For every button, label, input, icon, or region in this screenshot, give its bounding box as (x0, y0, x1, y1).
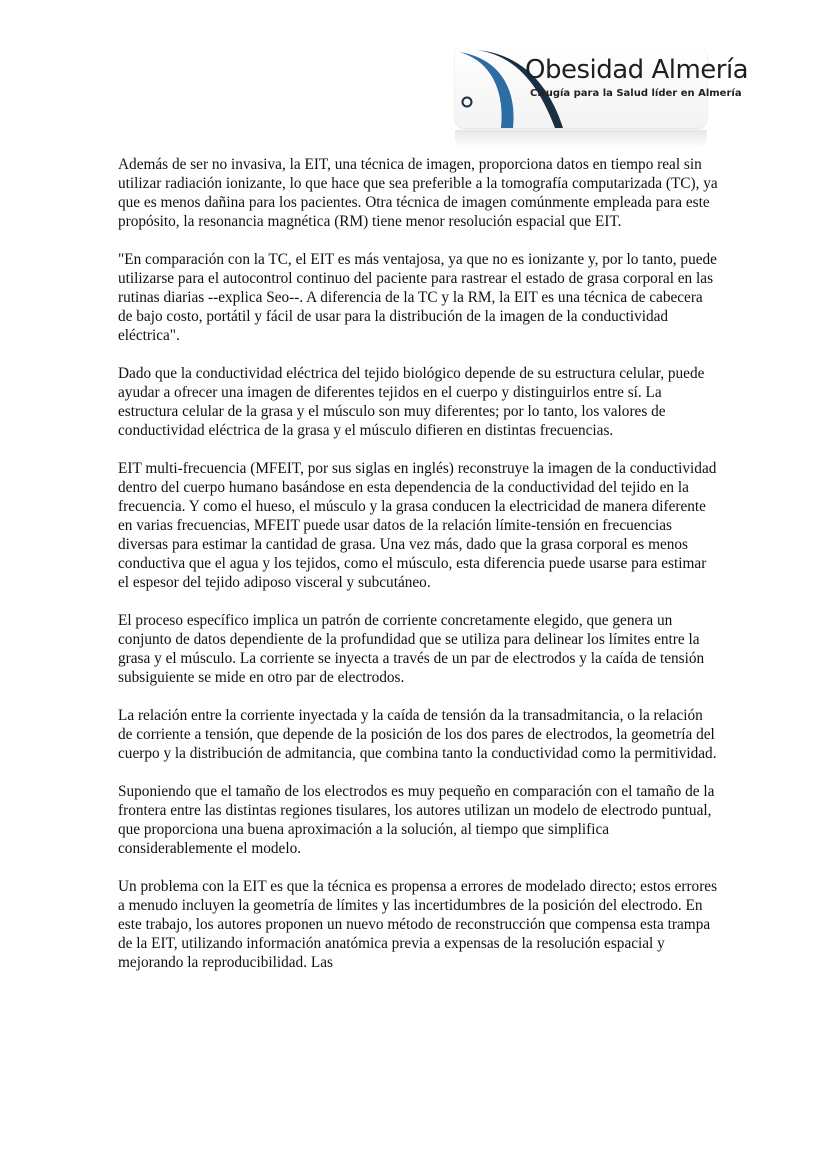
article-body (118, 155, 718, 991)
paragraph: La relación entre la corriente inyectada y la caída de tensión da la transadmitancia, o la relación de corriente a tensión, que depende de la posición de los dos pares de electrodos, la geometría del cuerpo y la distribución de admitancia, que combina tanto la conductividad como la permitividad. (118, 707, 717, 762)
paragraph: Dado que la conductividad eléctrica del tejido biológico depende de su estructura celular, puede ayudar a ofrecer una imagen de diferentes tejidos en el cuerpo y distinguirlos entre sí. La estructura celular de la grasa y el músculo son muy diferentes; por lo tanto, los valores de conductividad eléctrica de la grasa y el músculo difieren en distintas frecuencias. (118, 365, 705, 439)
logo-reflection (455, 130, 707, 148)
paragraph: Un problema con la EIT es que la técnica es propensa a errores de modelado directo; estos errores a menudo incluyen la geometría de límites y las incertidumbres de la posición del electrodo. En este trabajo, los autores proponen un nuevo método de reconstrucción que compensa esta trampa de la EIT, utilizando información anatómica previa a expensas de la resolución espacial y mejorando la reproducibilidad. Las (118, 878, 718, 971)
logo-title: Obesidad Almería (525, 55, 749, 85)
paragraph: "En comparación con la TC, el EIT es más ventajosa, ya que no es ionizante y, por lo tanto, puede utilizarse para el autocontrol continuo del paciente para rastrear el estado de grasa corporal en las rutinas diarias --explica Seo--. A diferencia de la TC y la RM, la EIT es una técnica de cabecera de bajo costo, portátil y fácil de usar para la distribución de la imagen de la conductividad eléctrica". (118, 251, 717, 344)
brand-logo (455, 46, 749, 146)
paragraph: Suponiendo que el tamaño de los electrodos es muy pequeño en comparación con el tamaño de la frontera entre las distintas regiones tisulares, los autores utilizan un modelo de electrodo puntual, que proporciona una buena aproximación a la solución, al tiempo que simplifica considerablemente el modelo. (118, 783, 715, 857)
paragraph: Además de ser no invasiva, la EIT, una técnica de imagen, proporciona datos en tiempo real sin utilizar radiación ionizante, lo que hace que sea preferible a la tomografía computarizada (TC), ya que es menos dañina para los pacientes. Otra técnica de imagen comúnmente empleada para este propósito, la resonancia magnética (RM) tiene menor resolución espacial que EIT. (118, 156, 718, 230)
paragraph: EIT multi-frecuencia (MFEIT, por sus siglas en inglés) reconstruye la imagen de la conductividad dentro del cuerpo humano basándose en esta dependencia de la conductividad del tejido en la frecuencia. Y como el hueso, el músculo y la grasa conducen la electricidad de manera diferente en varias frecuencias, MFEIT puede usar datos de la relación límite-tensión en frecuencias diversas para estimar la cantidad de grasa. Una vez más, dado que la grasa corporal es menos conductiva que el agua y los tejidos, como el músculo, esta diferencia puede usarse para estimar el espesor del tejido adiposo visceral y subcutáneo. (118, 460, 717, 591)
logo-panel (455, 46, 749, 128)
logo-tagline: Cirugía para la Salud líder en Almería (530, 88, 742, 99)
paragraph: El proceso específico implica un patrón de corriente concretamente elegido, que genera un conjunto de datos dependiente de la profundidad que se utiliza para delinear los límites entre la grasa y el músculo. La corriente se inyecta a través de un par de electrodos y la caída de tensión subsiguiente se mide en otro par de electrodos. (118, 612, 705, 686)
